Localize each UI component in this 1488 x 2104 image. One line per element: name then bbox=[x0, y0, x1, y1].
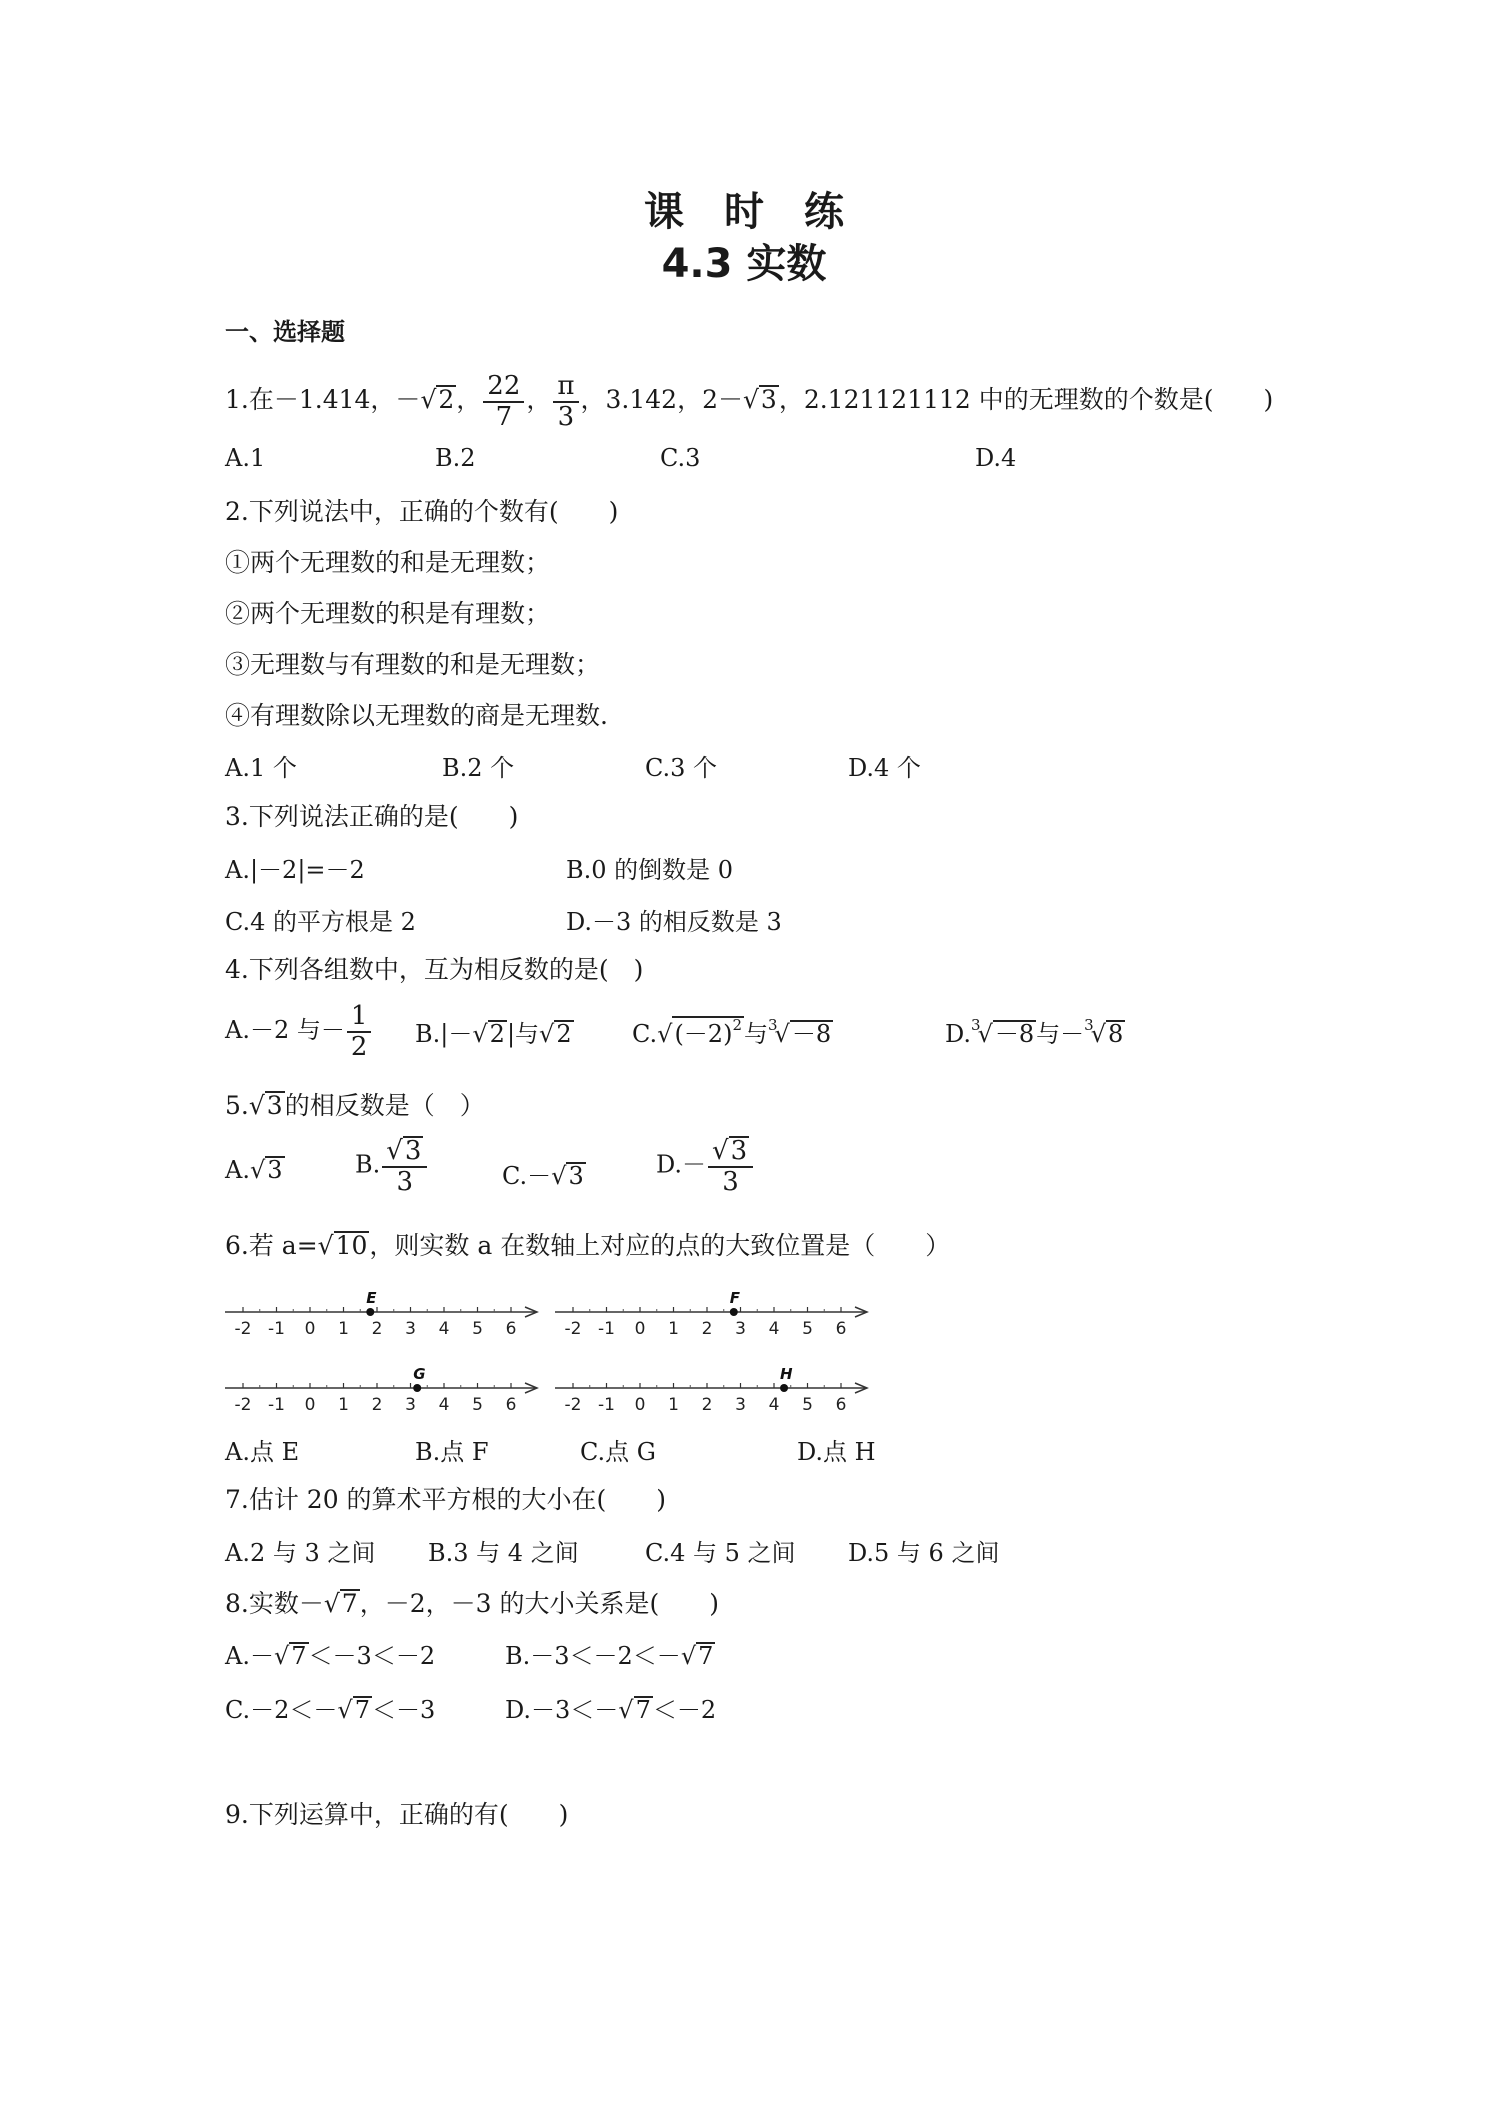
point-h bbox=[780, 1384, 788, 1392]
tick-label: -2 bbox=[234, 1395, 252, 1415]
tick-label: 4 bbox=[438, 1319, 450, 1339]
tick-label: 3 bbox=[735, 1319, 746, 1339]
tick-label: 6 bbox=[835, 1395, 847, 1415]
q4-b-mid: |与 bbox=[506, 1020, 540, 1048]
tick-label: 6 bbox=[505, 1395, 517, 1415]
q2-option-a[interactable]: A.1 个 bbox=[225, 754, 297, 782]
q4-d-radical-1: $^3$√－8 bbox=[971, 1016, 1035, 1048]
q4-option-a[interactable] bbox=[225, 1002, 373, 1061]
q5-d-fraction: $\frac{√3}{3}$ bbox=[708, 1136, 753, 1196]
tick-label: 2 bbox=[371, 1395, 383, 1415]
q8-a-text-end: ＜－3＜－2 bbox=[308, 1642, 436, 1670]
q6-text-start: 6.若 a= bbox=[225, 1231, 318, 1260]
q4-d-text: D. bbox=[945, 1020, 972, 1048]
q1-text-end: ，2.121121112 中的无理数的个数是( ) bbox=[778, 385, 1274, 415]
q8-c-text: C.－2＜－ bbox=[225, 1696, 338, 1724]
q7-option-c[interactable]: C.4 与 5 之间 bbox=[645, 1539, 796, 1567]
q6-option-c[interactable]: C.点 G bbox=[580, 1438, 656, 1466]
tick-label: -2 bbox=[564, 1395, 582, 1415]
q6-option-a[interactable]: A.点 E bbox=[225, 1438, 300, 1466]
tick-label: 2 bbox=[371, 1319, 383, 1339]
q4-b-radical-1: √2 bbox=[472, 1020, 505, 1048]
q8-b-radical: √7 bbox=[680, 1642, 714, 1670]
q8-c-radical: √7 bbox=[337, 1696, 370, 1724]
q1-option-d[interactable]: D.4 bbox=[975, 444, 1017, 472]
q5-option-d[interactable] bbox=[656, 1136, 755, 1196]
page-subtitle: 4.3 实数 bbox=[661, 241, 827, 287]
section-heading: 一、选择题 bbox=[225, 318, 345, 346]
point-f bbox=[730, 1308, 738, 1316]
q5-text-start: 5. bbox=[225, 1091, 249, 1120]
point-e bbox=[366, 1308, 374, 1316]
tick-label: -2 bbox=[234, 1319, 252, 1339]
tick-label: 1 bbox=[668, 1319, 679, 1339]
q4-c-radical-2: $^3$√－8 bbox=[767, 1016, 832, 1048]
q5-option-c[interactable] bbox=[502, 1156, 586, 1191]
number-line-g bbox=[225, 1365, 537, 1415]
q8-option-b[interactable] bbox=[505, 1636, 715, 1671]
question-8 bbox=[225, 1584, 719, 1620]
q8-radical: √7 bbox=[323, 1589, 358, 1618]
question-1 bbox=[225, 372, 1273, 431]
tick-label: 3 bbox=[735, 1395, 746, 1415]
q6-text-end: ，则实数 a 在数轴上对应的点的大致位置是（ ） bbox=[369, 1231, 951, 1260]
q8-a-text: A.－ bbox=[225, 1642, 274, 1670]
tick-label: -2 bbox=[564, 1319, 582, 1339]
q7-option-d[interactable]: D.5 与 6 之间 bbox=[848, 1539, 1000, 1567]
point-label: E bbox=[366, 1289, 377, 1307]
question-4: 4.下列各组数中，互为相反数的是( ) bbox=[225, 955, 644, 984]
question-6 bbox=[225, 1226, 950, 1262]
q5-radical: √3 bbox=[248, 1091, 283, 1120]
q8-text-end: ，－2，－3 的大小关系是( ) bbox=[359, 1589, 719, 1618]
tick-label: 5 bbox=[802, 1319, 813, 1339]
q4-c-text: C. bbox=[632, 1020, 658, 1048]
q1-option-b[interactable]: B.2 bbox=[435, 444, 476, 472]
q5-a-radical: √3 bbox=[249, 1156, 283, 1184]
q4-b-text: B.|－ bbox=[415, 1020, 473, 1048]
q4-d-mid: 与－ bbox=[1036, 1020, 1085, 1048]
q5-option-a[interactable] bbox=[225, 1156, 285, 1184]
q8-option-c[interactable] bbox=[225, 1690, 435, 1725]
number-lines-figure bbox=[225, 1270, 885, 1420]
q7-option-b[interactable]: B.3 与 4 之间 bbox=[428, 1539, 579, 1567]
q5-b-fraction: $\frac{√3}{3}$ bbox=[382, 1136, 427, 1196]
tick-label: 2 bbox=[701, 1395, 713, 1415]
q5-d-text: D.－ bbox=[656, 1150, 707, 1179]
q2-statement-2: ②两个无理数的积是有理数； bbox=[225, 599, 551, 628]
tick-label: 0 bbox=[304, 1319, 316, 1339]
q8-a-radical: √7 bbox=[273, 1642, 307, 1670]
q8-text-start: 8.实数－ bbox=[225, 1589, 324, 1618]
question-2: 2.下列说法中，正确的个数有( ) bbox=[225, 497, 619, 526]
q1-sep: ， bbox=[456, 385, 482, 415]
question-7: 7.估计 20 的算术平方根的大小在( ) bbox=[225, 1485, 667, 1514]
point-label: F bbox=[729, 1289, 741, 1307]
q2-statement-4: ④有理数除以无理数的商是无理数. bbox=[225, 701, 608, 730]
point-label: G bbox=[413, 1365, 426, 1383]
tick-label: 4 bbox=[768, 1319, 780, 1339]
number-line-h bbox=[555, 1365, 867, 1415]
tick-label: 6 bbox=[505, 1319, 517, 1339]
q4-c-mid: 与 bbox=[743, 1020, 768, 1048]
q4-a-text: A.－2 与－ bbox=[225, 1016, 345, 1045]
point-g bbox=[413, 1384, 421, 1392]
q3-option-a[interactable]: A.|－2|=－2 bbox=[225, 856, 365, 884]
q3-option-b[interactable]: B.0 的倒数是 0 bbox=[566, 856, 734, 884]
q3-option-d[interactable]: D.－3 的相反数是 3 bbox=[566, 908, 782, 936]
q4-c-radical-1: $√(-2)^2$ bbox=[657, 1016, 742, 1048]
q4-option-b[interactable] bbox=[415, 1014, 574, 1049]
q5-option-b[interactable] bbox=[355, 1136, 429, 1196]
tick-label: 1 bbox=[338, 1395, 349, 1415]
tick-label: -1 bbox=[268, 1319, 285, 1339]
q4-d-radical-2: $^3$√8 bbox=[1084, 1016, 1124, 1048]
q1-radical-2: √3 bbox=[742, 385, 777, 415]
number-line-f bbox=[555, 1289, 867, 1339]
question-5 bbox=[225, 1086, 485, 1122]
question-3: 3.下列说法正确的是( ) bbox=[225, 802, 519, 831]
point-label: H bbox=[780, 1365, 793, 1383]
q1-sep: ， bbox=[526, 385, 552, 415]
q8-option-d[interactable] bbox=[505, 1690, 716, 1725]
q8-b-text: B.－3＜－2＜－ bbox=[505, 1642, 681, 1670]
page-title: 课 时 练 bbox=[644, 189, 844, 235]
q1-option-c[interactable]: C.3 bbox=[660, 444, 701, 472]
q2-option-d[interactable]: D.4 个 bbox=[848, 754, 921, 782]
tick-label: 2 bbox=[701, 1319, 713, 1339]
q5-c-text: C.－ bbox=[502, 1162, 552, 1190]
q1-text-start: 1.在－1.414，－ bbox=[225, 385, 421, 415]
q7-option-a[interactable]: A.2 与 3 之间 bbox=[225, 1539, 376, 1567]
q8-d-text: D.－3＜－ bbox=[505, 1696, 619, 1724]
q2-option-b[interactable]: B.2 个 bbox=[442, 754, 515, 782]
q1-fraction-2: $\frac{\pi}{3}$ bbox=[553, 372, 578, 431]
q4-option-c[interactable] bbox=[632, 1014, 833, 1049]
q5-a-text: A. bbox=[225, 1156, 250, 1184]
tick-label: 6 bbox=[835, 1319, 847, 1339]
q2-statement-3: ③无理数与有理数的和是无理数； bbox=[225, 650, 601, 679]
tick-label: 3 bbox=[405, 1395, 416, 1415]
tick-label: 1 bbox=[668, 1395, 679, 1415]
q1-fraction-1: $\frac{22}{7}$ bbox=[483, 372, 524, 431]
q3-option-c[interactable]: C.4 的平方根是 2 bbox=[225, 908, 416, 936]
tick-label: 4 bbox=[438, 1395, 450, 1415]
tick-label: -1 bbox=[268, 1395, 285, 1415]
tick-label: 5 bbox=[802, 1395, 813, 1415]
q6-option-b[interactable]: B.点 F bbox=[415, 1438, 489, 1466]
tick-label: 0 bbox=[304, 1395, 316, 1415]
q4-b-radical-2: √2 bbox=[539, 1020, 572, 1048]
question-9: 9.下列运算中，正确的有( ) bbox=[225, 1800, 569, 1829]
tick-label: 5 bbox=[472, 1395, 483, 1415]
tick-label: 0 bbox=[634, 1319, 646, 1339]
q5-c-radical: √3 bbox=[551, 1162, 584, 1190]
tick-label: 0 bbox=[634, 1395, 646, 1415]
q6-option-d[interactable]: D.点 H bbox=[797, 1438, 876, 1466]
tick-label: 1 bbox=[338, 1319, 349, 1339]
q8-d-radical: √7 bbox=[618, 1696, 651, 1724]
q5-text-end: 的相反数是（ ） bbox=[284, 1091, 485, 1120]
q2-statement-1: ①两个无理数的和是无理数； bbox=[225, 548, 551, 577]
q8-d-text-end: ＜－2 bbox=[652, 1696, 717, 1724]
q5-b-text: B. bbox=[355, 1150, 381, 1179]
q1-radical-1: √2 bbox=[420, 385, 455, 415]
q4-option-d[interactable] bbox=[945, 1014, 1125, 1049]
tick-label: 4 bbox=[768, 1395, 780, 1415]
tick-label: 3 bbox=[405, 1319, 416, 1339]
q8-c-text-end: ＜－3 bbox=[371, 1696, 436, 1724]
q1-option-a[interactable]: A.1 bbox=[225, 444, 266, 472]
q8-option-a[interactable] bbox=[225, 1636, 435, 1671]
number-line-e bbox=[225, 1289, 537, 1339]
tick-label: -1 bbox=[598, 1319, 615, 1339]
q6-radical: √10 bbox=[317, 1231, 368, 1260]
tick-label: 5 bbox=[472, 1319, 483, 1339]
q4-a-fraction: $\frac{1}{2}$ bbox=[347, 1002, 372, 1061]
q2-option-c[interactable]: C.3 个 bbox=[645, 754, 718, 782]
tick-label: -1 bbox=[598, 1395, 615, 1415]
q1-text-mid: ，3.142，2－ bbox=[580, 385, 743, 415]
